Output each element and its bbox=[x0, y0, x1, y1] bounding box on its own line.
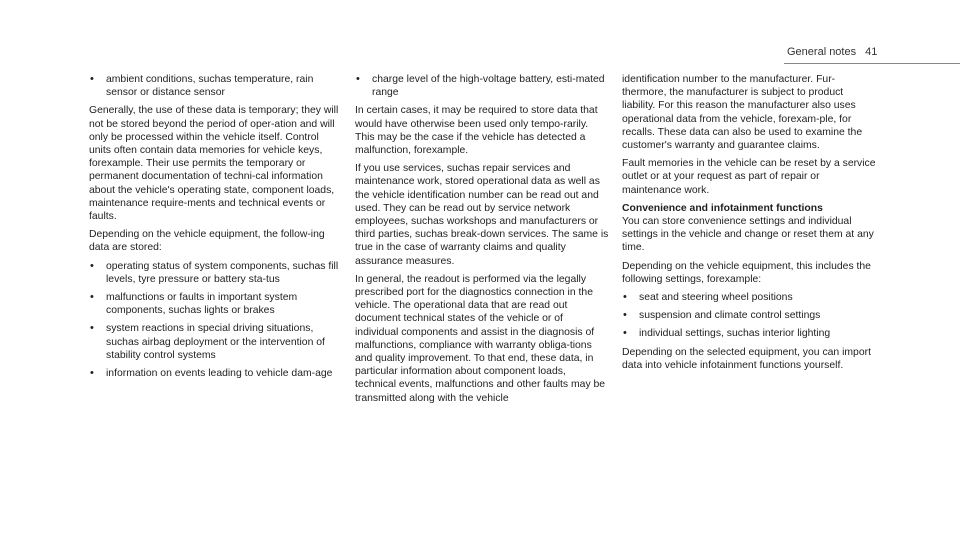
list-item-text: seat and steering wheel positions bbox=[639, 292, 793, 304]
list-item bbox=[622, 327, 876, 340]
paragraph: If you use services, suchas repair services and maintenance work, stored operational data as well as the vehicle identification number can be read out and used. They can be read out by service network employees, suchas workshops and manufacturers or third parties, suchas break-down services. The same is true in the case of warranty claims and quality assurance measures. bbox=[355, 163, 609, 267]
paragraph: In certain cases, it may be required to store data that would have otherwise been used only tempo-rarily. This may be the case if the vehicle has detected a malfunction, forexample. bbox=[355, 105, 598, 157]
bullet-icon: • bbox=[90, 291, 94, 304]
bullet-icon: • bbox=[356, 73, 360, 85]
list-item-text: individual settings, suchas interior lighting bbox=[639, 328, 831, 340]
paragraph: Depending on the vehicle equipment, this includes the following settings, forexample: bbox=[622, 260, 871, 285]
bullet-icon: • bbox=[90, 73, 94, 85]
paragraph: In general, the readout is performed via the legally prescribed port for the diagnostics connection in the vehicle. The operational data that are read out document technical states of the vehicle or of individual components and assist in the diagnosis of malfunctions, compliance with warranty obliga-tions and quality improvement. To that end, these data, in particular information about component loads, technical events, malfunctions and other faults may be transmitted along with the vehicle bbox=[355, 273, 606, 404]
section-title: General notes bbox=[787, 46, 857, 58]
list-item-text: malfunctions or faults in important system components, suchas lights or brakes bbox=[106, 292, 298, 317]
text-column-2 bbox=[355, 73, 609, 410]
list-item bbox=[89, 260, 343, 286]
list-item-text: operating status of system components, suchas fill levels, tyre pressure or battery sta-tus bbox=[106, 260, 339, 285]
paragraph: Generally, the use of these data is temporary; they will not be stored beyond the period of oper-ation and will only be processed within the vehicle itself. Control units often contain data memories for vehicle keys, forexample. Their use permits the temporary or permanent documentation of techni-cal information about the vehicle's operating state, component loads, maintenance require-ments and technical events or faults. bbox=[89, 105, 339, 223]
page-number: 41 bbox=[865, 46, 878, 58]
list-item bbox=[89, 73, 343, 99]
list-item bbox=[355, 73, 609, 99]
paragraph: You can store convenience settings and individual settings in the vehicle and change or reset them at any time. bbox=[622, 216, 874, 254]
paragraph: Depending on the vehicle equipment, the follow-ing data are stored: bbox=[89, 229, 325, 254]
running-header bbox=[787, 46, 877, 59]
list-item bbox=[89, 367, 343, 380]
list-item bbox=[89, 322, 343, 362]
bullet-icon: • bbox=[90, 259, 94, 272]
list-item-text: suspension and climate control settings bbox=[639, 310, 821, 322]
bullet-icon: • bbox=[623, 291, 627, 304]
text-column-3 bbox=[622, 73, 876, 377]
bullet-icon: • bbox=[623, 309, 627, 322]
bullet-icon: • bbox=[623, 327, 627, 340]
list-item-text: charge level of the high-voltage battery, esti-mated range bbox=[372, 74, 605, 99]
list-item-text: ambient conditions, suchas temperature, rain sensor or distance sensor bbox=[106, 74, 314, 99]
paragraph: Fault memories in the vehicle can be reset by a service outlet or at your request as part of repair or maintenance work. bbox=[622, 158, 876, 196]
list-item-text: system reactions in special driving situations, suchas airbag deployment or the intervention of stability control systems bbox=[106, 323, 325, 361]
list-item-text: information on events leading to vehicle dam-age bbox=[106, 368, 333, 380]
section-heading: Convenience and infotainment functions bbox=[622, 202, 823, 214]
text-column-1 bbox=[89, 73, 343, 385]
list-item bbox=[622, 291, 876, 304]
header-rule bbox=[784, 63, 960, 64]
list-item bbox=[622, 309, 876, 322]
bullet-icon: • bbox=[90, 322, 94, 335]
paragraph: Depending on the selected equipment, you can import data into vehicle infotainment functions yourself. bbox=[622, 346, 871, 371]
paragraph: identification number to the manufacturer. Fur-thermore, the manufacturer is subject to product liability. For this reason the manufacturer also uses operational data from the vehicle, forexam-ple, for recalls. These data can also be used to examine the customer's warranty and guarantee claims. bbox=[622, 74, 863, 152]
list-item bbox=[89, 291, 343, 317]
bullet-icon: • bbox=[90, 367, 94, 380]
